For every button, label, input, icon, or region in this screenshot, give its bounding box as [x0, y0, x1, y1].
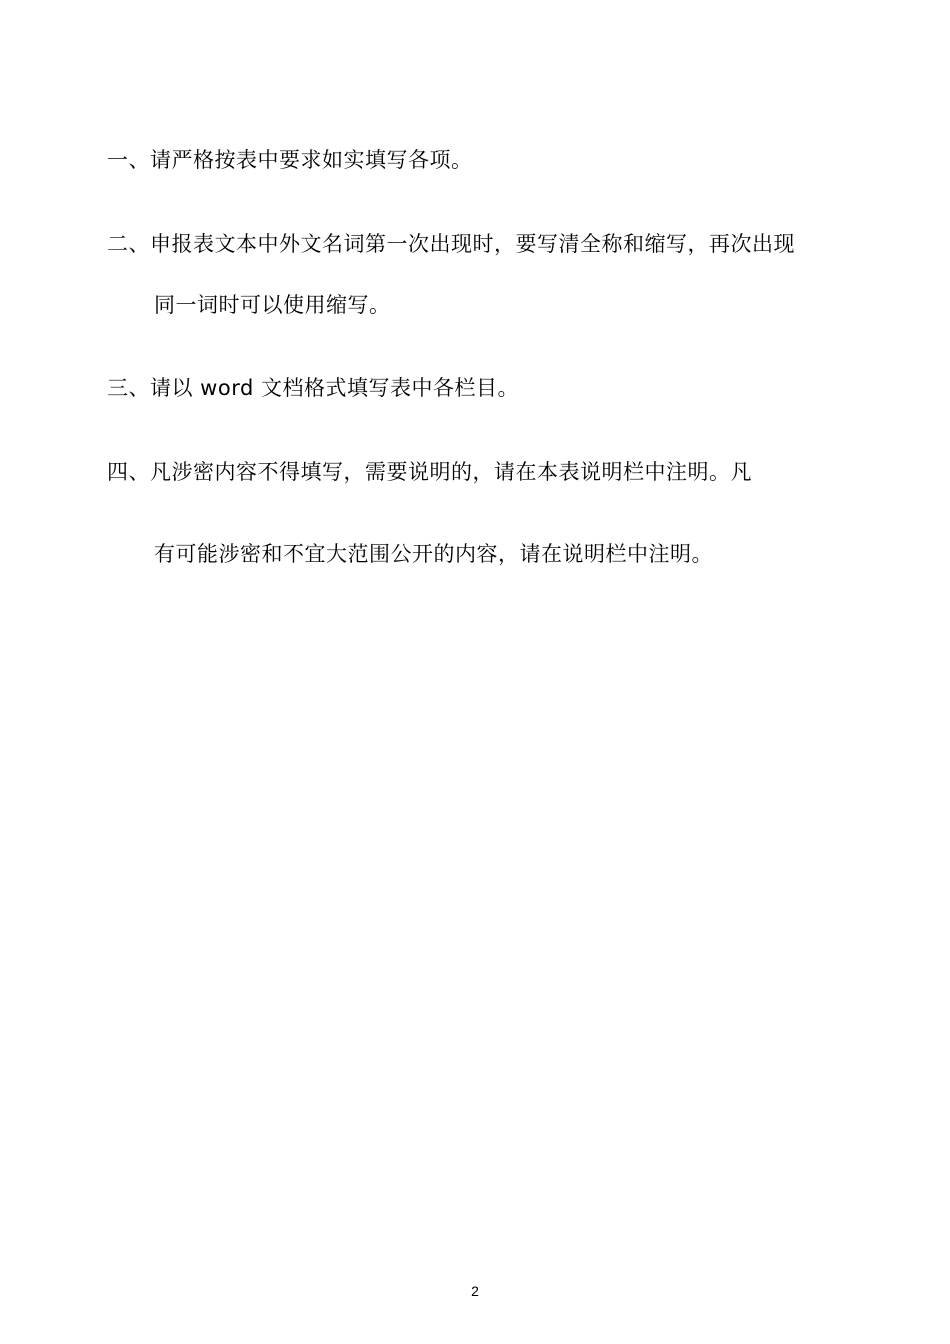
page-number: 2	[471, 1283, 479, 1299]
instruction-2: 二、申报表文本中外文名词第一次出现时，要写清全称和缩写，再次出现	[107, 232, 795, 256]
instruction-3: 三、请以 word 文档格式填写表中各栏目。	[107, 376, 519, 400]
instruction-2-continuation: 同一词时可以使用缩写。	[154, 293, 391, 317]
instruction-4: 四、凡涉密内容不得填写，需要说明的，请在本表说明栏中注明。凡	[107, 460, 752, 484]
instruction-1: 一、请严格按表中要求如实填写各项。	[107, 148, 473, 172]
instruction-4-continuation: 有可能涉密和不宜大范围公开的内容，请在说明栏中注明。	[154, 542, 713, 566]
